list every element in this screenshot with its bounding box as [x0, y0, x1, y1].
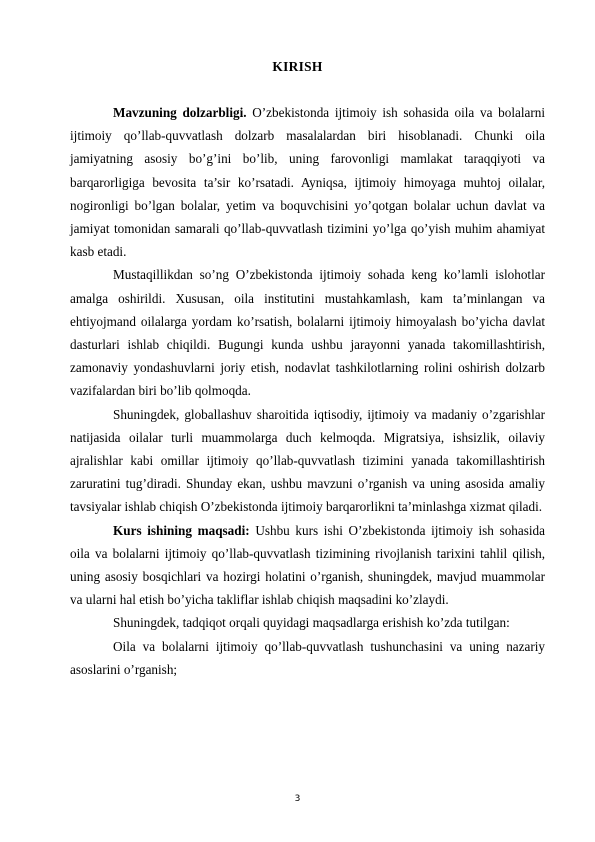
paragraph-objective-1: [70, 635, 545, 681]
page-title: KIRISH: [272, 59, 323, 74]
paragraph-text: Oila va bolalarni ijtimoiy qo’llab-quvvatlash tushunchasini va uning nazariy asoslarini o’rganish;: [70, 638, 545, 677]
paragraph-relevance: [70, 101, 545, 263]
paragraph-text: Ushbu kurs ishi O’zbekistonda ijtimoiy ish sohasida oila va bolalarni ijtimoiy qo’llab-quvvatlash tizimining rivojlanish tarixini tahlil qilish, uning asosiy bosqichlari va hozirgi holatini o’rganish, shuningdek, mavjud muammolar va ularni hal etish bo’yicha takliflar ishlab chiqish maqsadini ko’zlaydi.: [70, 522, 545, 608]
page-number: 3: [294, 794, 301, 804]
paragraph-text: Mustaqillikdan so’ng O’zbekistonda ijtimoiy sohada keng ko’lamli islohotlar amalga oshirildi. Xususan, oila institutini mustahkamlash, kam ta’minlangan va ehtiyojmand oilalarga yordam ko’rsatish, bolalarni ijtimoiy himoyalash bo’yicha davlat dasturlari ishlab chiqildi. Bugungi kunda ushbu jarayonni yanada takomillashtirish, zamonaviy yondashuvlarni joriy etish, nodavlat tashkilotlarning rolini oshirish dolzarb vazifalardan biri bo’lib qolmoqda.: [70, 267, 545, 399]
paragraph-globalization: [70, 403, 545, 519]
paragraph-text: Shuningdek, tadqiqot orqali quyidagi maqsadlarga erishish ko’zda tutilgan:: [113, 615, 510, 631]
paragraph-lead: Kurs ishining maqsadi:: [113, 522, 250, 538]
document-body: [70, 101, 545, 681]
paragraph-lead: Mavzuning dolzarbligi.: [113, 105, 247, 120]
paragraph-text: O’zbekistonda ijtimoiy ish sohasida oila va bolalarni ijtimoiy qo’llab-quvvatlash dolzarb masalalardan biri hisoblanadi. Chunki oila jamiyatning asosiy bo’g’ini bo’lib, uning farovonligi mamlakat taraqqiyoti va barqarorligiga bevosita ta’sir ko’rsatadi. Ayniqsa, ijtimoiy himoyaga muhtoj oilalar, nogironligi bo’lgan bolalar, yetim va boquvchisini yo’qotgan bolalar uchun davlat va jamiyat tomonidan samarali qo’llab-quvvatlash tizimini yo’lga qo’yish muhim ahamiyat kasb etadi.: [70, 105, 545, 260]
paragraph-text: Shuningdek, globallashuv sharoitida iqtisodiy, ijtimoiy va madaniy o’zgarishlar natijasida oilalar turli muammolarga duch kelmoqda. Migratsiya, ishsizlik, oilaviy ajralishlar kabi omillar ijtimoiy qo’llab-quvvatlash tizimini yanada takomillashtirish zaruratini tug’diradi. Shunday ekan, ushbu mavzuni o’rganish va uning asosida amaliy tavsiyalar ishlab chiqish O’zbekistonda ijtimoiy barqarorlikni ta’minlashga xizmat qiladi.: [70, 406, 545, 515]
paragraph-reforms: [70, 263, 545, 402]
paragraph-goal: [70, 519, 545, 612]
paragraph-objectives-intro: [70, 611, 545, 634]
